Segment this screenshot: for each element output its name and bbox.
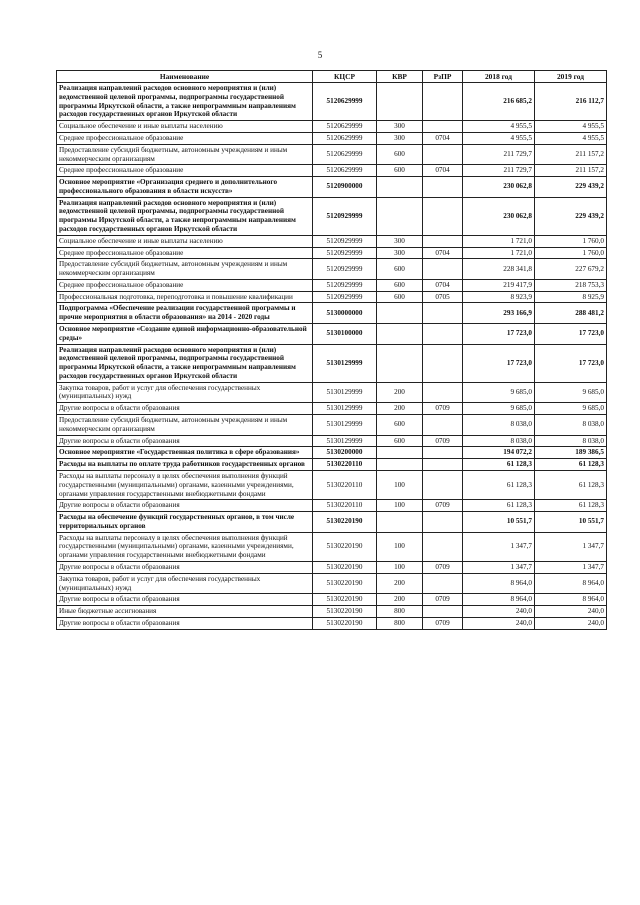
cell-rzpr xyxy=(423,121,463,133)
cell-2019: 4 955,5 xyxy=(535,132,607,144)
cell-2018: 8 923,9 xyxy=(463,291,535,303)
cell-kvr xyxy=(377,512,423,533)
cell-2018: 4 955,5 xyxy=(463,121,535,133)
cell-name: Предоставление субсидий бюджетным, автономным учреждениям и иным некоммерческим организациям xyxy=(57,144,313,165)
cell-2018: 240,0 xyxy=(463,617,535,629)
cell-rzpr: 0704 xyxy=(423,165,463,177)
cell-rzpr xyxy=(423,144,463,165)
cell-kvr: 300 xyxy=(377,121,423,133)
cell-kcsr: 5130129999 xyxy=(313,415,377,436)
cell-rzpr xyxy=(423,344,463,382)
cell-kvr xyxy=(377,197,423,235)
cell-kcsr: 5130129999 xyxy=(313,403,377,415)
cell-kcsr: 5120629999 xyxy=(313,132,377,144)
cell-rzpr xyxy=(423,459,463,471)
cell-2018: 211 729,7 xyxy=(463,144,535,165)
cell-name: Социальное обеспечение и иные выплаты населению xyxy=(57,121,313,133)
cell-kcsr: 5130220110 xyxy=(313,470,377,499)
cell-kcsr: 5130220190 xyxy=(313,606,377,618)
cell-kcsr: 5120929999 xyxy=(313,235,377,247)
cell-2019: 8 964,0 xyxy=(535,573,607,594)
table-row xyxy=(57,197,607,235)
cell-kvr: 600 xyxy=(377,259,423,280)
cell-name: Закупка товаров, работ и услуг для обеспечения государственных (муниципальных) нужд xyxy=(57,573,313,594)
table-row xyxy=(57,561,607,573)
cell-2019: 229 439,2 xyxy=(535,177,607,198)
table-row xyxy=(57,532,607,561)
cell-name: Предоставление субсидий бюджетным, автономным учреждениям и иным некоммерческим организациям xyxy=(57,415,313,436)
cell-kcsr: 5120929999 xyxy=(313,291,377,303)
cell-2019: 61 128,3 xyxy=(535,470,607,499)
cell-name: Другие вопросы в области образования xyxy=(57,594,313,606)
cell-name: Среднее профессиональное образование xyxy=(57,247,313,259)
cell-kvr: 800 xyxy=(377,617,423,629)
cell-rzpr xyxy=(423,532,463,561)
cell-2018: 8 038,0 xyxy=(463,435,535,447)
table-row xyxy=(57,279,607,291)
cell-name: Закупка товаров, работ и услуг для обеспечения государственных (муниципальных) нужд xyxy=(57,382,313,403)
cell-kcsr: 5130220110 xyxy=(313,459,377,471)
cell-2019: 8 038,0 xyxy=(535,415,607,436)
cell-kvr: 200 xyxy=(377,403,423,415)
cell-2018: 219 417,9 xyxy=(463,279,535,291)
cell-kvr xyxy=(377,459,423,471)
cell-rzpr: 0709 xyxy=(423,403,463,415)
cell-2018: 1 721,0 xyxy=(463,235,535,247)
cell-name: Среднее профессиональное образование xyxy=(57,165,313,177)
table-row xyxy=(57,303,607,324)
cell-kcsr: 5120929999 xyxy=(313,197,377,235)
cell-name: Расходы на обеспечение функций государственных органов, в том числе территориальных органов xyxy=(57,512,313,533)
cell-kvr: 600 xyxy=(377,435,423,447)
cell-rzpr xyxy=(423,235,463,247)
cell-name: Реализация направлений расходов основного мероприятия и (или) ведомственной целевой программы, подпрограммы государственной программы Иркутской области, а также непрограммным направлениям расходов государственных органов Иркутской области xyxy=(57,197,313,235)
cell-2018: 228 341,8 xyxy=(463,259,535,280)
cell-2019: 288 481,2 xyxy=(535,303,607,324)
cell-kcsr: 5130220190 xyxy=(313,594,377,606)
cell-2018: 8 964,0 xyxy=(463,594,535,606)
cell-kvr: 300 xyxy=(377,247,423,259)
cell-kvr: 300 xyxy=(377,235,423,247)
cell-2018: 9 685,0 xyxy=(463,403,535,415)
cell-2018: 8 038,0 xyxy=(463,415,535,436)
cell-name: Расходы на выплаты персоналу в целях обеспечения выполнения функций государственными (муниципальными) органами, казенными учреждениями, органами управления государственными внебюджетными фондами xyxy=(57,470,313,499)
cell-rzpr xyxy=(423,177,463,198)
cell-name: Иные бюджетные ассигнования xyxy=(57,606,313,618)
header-2018: 2018 год xyxy=(463,71,535,83)
cell-2019: 8 038,0 xyxy=(535,435,607,447)
cell-2019: 227 679,2 xyxy=(535,259,607,280)
cell-name: Расходы на выплаты по оплате труда работников государственных органов xyxy=(57,459,313,471)
cell-2018: 293 166,9 xyxy=(463,303,535,324)
table-row xyxy=(57,324,607,345)
header-name: Наименование xyxy=(57,71,313,83)
cell-rzpr xyxy=(423,606,463,618)
table-row xyxy=(57,344,607,382)
table-row xyxy=(57,606,607,618)
cell-kcsr: 5120929999 xyxy=(313,279,377,291)
cell-2018: 194 072,2 xyxy=(463,447,535,459)
cell-kvr: 800 xyxy=(377,606,423,618)
cell-kvr xyxy=(377,324,423,345)
cell-2018: 61 128,3 xyxy=(463,459,535,471)
cell-rzpr xyxy=(423,573,463,594)
cell-kcsr: 5120629999 xyxy=(313,165,377,177)
table-row xyxy=(57,617,607,629)
cell-rzpr xyxy=(423,259,463,280)
cell-2018: 17 723,0 xyxy=(463,324,535,345)
cell-rzpr: 0704 xyxy=(423,132,463,144)
cell-2019: 1 760,0 xyxy=(535,235,607,247)
table-row xyxy=(57,435,607,447)
cell-2019: 1 760,0 xyxy=(535,247,607,259)
cell-2019: 240,0 xyxy=(535,617,607,629)
cell-2018: 216 685,2 xyxy=(463,83,535,121)
table-row xyxy=(57,512,607,533)
cell-kcsr: 5130129999 xyxy=(313,382,377,403)
cell-kvr: 200 xyxy=(377,382,423,403)
cell-kvr: 100 xyxy=(377,500,423,512)
table-row xyxy=(57,247,607,259)
cell-name: Реализация направлений расходов основного мероприятия и (или) ведомственной целевой программы, подпрограммы государственной программы Иркутской области, а также непрограммным направлениям расходов государственных органов Иркутской области xyxy=(57,83,313,121)
cell-2018: 8 964,0 xyxy=(463,573,535,594)
cell-rzpr xyxy=(423,382,463,403)
cell-kvr xyxy=(377,447,423,459)
cell-rzpr xyxy=(423,303,463,324)
cell-kvr xyxy=(377,344,423,382)
cell-2019: 211 157,2 xyxy=(535,165,607,177)
cell-kvr xyxy=(377,303,423,324)
cell-2019: 8 964,0 xyxy=(535,594,607,606)
cell-kvr: 100 xyxy=(377,470,423,499)
cell-kcsr: 5130220190 xyxy=(313,617,377,629)
table-header-row xyxy=(57,71,607,83)
table-row xyxy=(57,83,607,121)
cell-2019: 17 723,0 xyxy=(535,344,607,382)
cell-rzpr xyxy=(423,197,463,235)
cell-kvr: 200 xyxy=(377,594,423,606)
cell-rzpr: 0704 xyxy=(423,279,463,291)
cell-name: Реализация направлений расходов основного мероприятия и (или) ведомственной целевой программы, подпрограммы государственной программы Иркутской области, а также непрограммным направлениям расходов государственных органов Иркутской области xyxy=(57,344,313,382)
cell-rzpr: 0709 xyxy=(423,435,463,447)
table-row xyxy=(57,403,607,415)
cell-kcsr: 5130200000 xyxy=(313,447,377,459)
table-row xyxy=(57,132,607,144)
cell-name: Профессиональная подготовка, переподготовка и повышение квалификации xyxy=(57,291,313,303)
cell-rzpr: 0704 xyxy=(423,247,463,259)
cell-kvr: 300 xyxy=(377,132,423,144)
header-kcsr: КЦСР xyxy=(313,71,377,83)
cell-kcsr: 5120629999 xyxy=(313,121,377,133)
cell-kcsr: 5130220190 xyxy=(313,512,377,533)
table-row xyxy=(57,291,607,303)
cell-2019: 1 347,7 xyxy=(535,532,607,561)
page-number: 5 xyxy=(317,50,323,60)
cell-name: Основное мероприятие «Создание единой информационно-образовательной среды» xyxy=(57,324,313,345)
header-2019: 2019 год xyxy=(535,71,607,83)
cell-2018: 9 685,0 xyxy=(463,382,535,403)
cell-kcsr: 5130000000 xyxy=(313,303,377,324)
cell-kvr: 600 xyxy=(377,415,423,436)
cell-name: Расходы на выплаты персоналу в целях обеспечения выполнения функций государственными (муниципальными) органами, казенными учреждениями, органами управления государственными внебюджетными фондами xyxy=(57,532,313,561)
header-kvr: КВР xyxy=(377,71,423,83)
cell-2018: 61 128,3 xyxy=(463,500,535,512)
table-row xyxy=(57,500,607,512)
cell-name: Среднее профессиональное образование xyxy=(57,279,313,291)
cell-rzpr: 0709 xyxy=(423,594,463,606)
cell-2018: 1 721,0 xyxy=(463,247,535,259)
cell-2019: 9 685,0 xyxy=(535,382,607,403)
table-row xyxy=(57,459,607,471)
table-row xyxy=(57,470,607,499)
cell-kcsr: 5130220110 xyxy=(313,500,377,512)
table-row xyxy=(57,165,607,177)
cell-kvr: 600 xyxy=(377,144,423,165)
cell-kvr: 200 xyxy=(377,573,423,594)
cell-2019: 216 112,7 xyxy=(535,83,607,121)
cell-2019: 240,0 xyxy=(535,606,607,618)
cell-rzpr xyxy=(423,324,463,345)
cell-2019: 4 955,5 xyxy=(535,121,607,133)
cell-rzpr xyxy=(423,447,463,459)
cell-2018: 240,0 xyxy=(463,606,535,618)
cell-2018: 61 128,3 xyxy=(463,470,535,499)
cell-name: Другие вопросы в области образования xyxy=(57,617,313,629)
table-row xyxy=(57,594,607,606)
header-rzpr: РзПР xyxy=(423,71,463,83)
cell-kvr xyxy=(377,83,423,121)
cell-kcsr: 5130220190 xyxy=(313,532,377,561)
table-row xyxy=(57,177,607,198)
cell-name: Социальное обеспечение и иные выплаты населению xyxy=(57,235,313,247)
cell-name: Предоставление субсидий бюджетным, автономным учреждениям и иным некоммерческим организациям xyxy=(57,259,313,280)
table-row xyxy=(57,144,607,165)
cell-2019: 229 439,2 xyxy=(535,197,607,235)
cell-rzpr xyxy=(423,83,463,121)
table-row xyxy=(57,259,607,280)
cell-rzpr: 0709 xyxy=(423,561,463,573)
cell-name: Другие вопросы в области образования xyxy=(57,403,313,415)
cell-rzpr xyxy=(423,415,463,436)
cell-kvr: 100 xyxy=(377,561,423,573)
table-row xyxy=(57,382,607,403)
cell-2018: 211 729,7 xyxy=(463,165,535,177)
cell-2018: 10 551,7 xyxy=(463,512,535,533)
cell-2018: 230 062,8 xyxy=(463,197,535,235)
table-body xyxy=(57,83,607,630)
cell-kvr xyxy=(377,177,423,198)
cell-2018: 4 955,5 xyxy=(463,132,535,144)
cell-kcsr: 5130129999 xyxy=(313,344,377,382)
cell-kcsr: 5130129999 xyxy=(313,435,377,447)
cell-rzpr: 0709 xyxy=(423,617,463,629)
cell-2018: 1 347,7 xyxy=(463,532,535,561)
cell-2019: 61 128,3 xyxy=(535,500,607,512)
cell-kcsr: 5120900000 xyxy=(313,177,377,198)
cell-kcsr: 5130100000 xyxy=(313,324,377,345)
cell-2018: 230 062,8 xyxy=(463,177,535,198)
cell-name: Другие вопросы в области образования xyxy=(57,500,313,512)
cell-2019: 10 551,7 xyxy=(535,512,607,533)
cell-kcsr: 5120929999 xyxy=(313,247,377,259)
cell-name: Другие вопросы в области образования xyxy=(57,435,313,447)
cell-rzpr xyxy=(423,512,463,533)
table-row xyxy=(57,447,607,459)
cell-2019: 189 386,5 xyxy=(535,447,607,459)
cell-2019: 218 753,3 xyxy=(535,279,607,291)
cell-kvr: 600 xyxy=(377,291,423,303)
cell-name: Подпрограмма «Обеспечение реализации государственной программы и прочие мероприятия в области образования» на 2014 - 2020 годы xyxy=(57,303,313,324)
table-row xyxy=(57,121,607,133)
cell-kcsr: 5130220190 xyxy=(313,561,377,573)
cell-rzpr xyxy=(423,470,463,499)
cell-2018: 1 347,7 xyxy=(463,561,535,573)
cell-2018: 17 723,0 xyxy=(463,344,535,382)
cell-name: Основное мероприятие «Организация среднего и дополнительного профессионального образования в области искусств» xyxy=(57,177,313,198)
table-row xyxy=(57,415,607,436)
cell-name: Среднее профессиональное образование xyxy=(57,132,313,144)
cell-name: Другие вопросы в области образования xyxy=(57,561,313,573)
cell-kcsr: 5130220190 xyxy=(313,573,377,594)
cell-2019: 211 157,2 xyxy=(535,144,607,165)
cell-kcsr: 5120929999 xyxy=(313,259,377,280)
cell-2019: 9 685,0 xyxy=(535,403,607,415)
cell-rzpr: 0709 xyxy=(423,500,463,512)
cell-kvr: 600 xyxy=(377,279,423,291)
table-row xyxy=(57,235,607,247)
table-row xyxy=(57,573,607,594)
cell-kcsr: 5120629999 xyxy=(313,144,377,165)
cell-rzpr: 0705 xyxy=(423,291,463,303)
cell-2019: 1 347,7 xyxy=(535,561,607,573)
cell-name: Основное мероприятие «Государственная политика в сфере образования» xyxy=(57,447,313,459)
cell-kcsr: 5120629999 xyxy=(313,83,377,121)
cell-kvr: 100 xyxy=(377,532,423,561)
cell-2019: 8 925,9 xyxy=(535,291,607,303)
cell-2019: 61 128,3 xyxy=(535,459,607,471)
cell-2019: 17 723,0 xyxy=(535,324,607,345)
budget-table xyxy=(56,70,607,630)
cell-kvr: 600 xyxy=(377,165,423,177)
